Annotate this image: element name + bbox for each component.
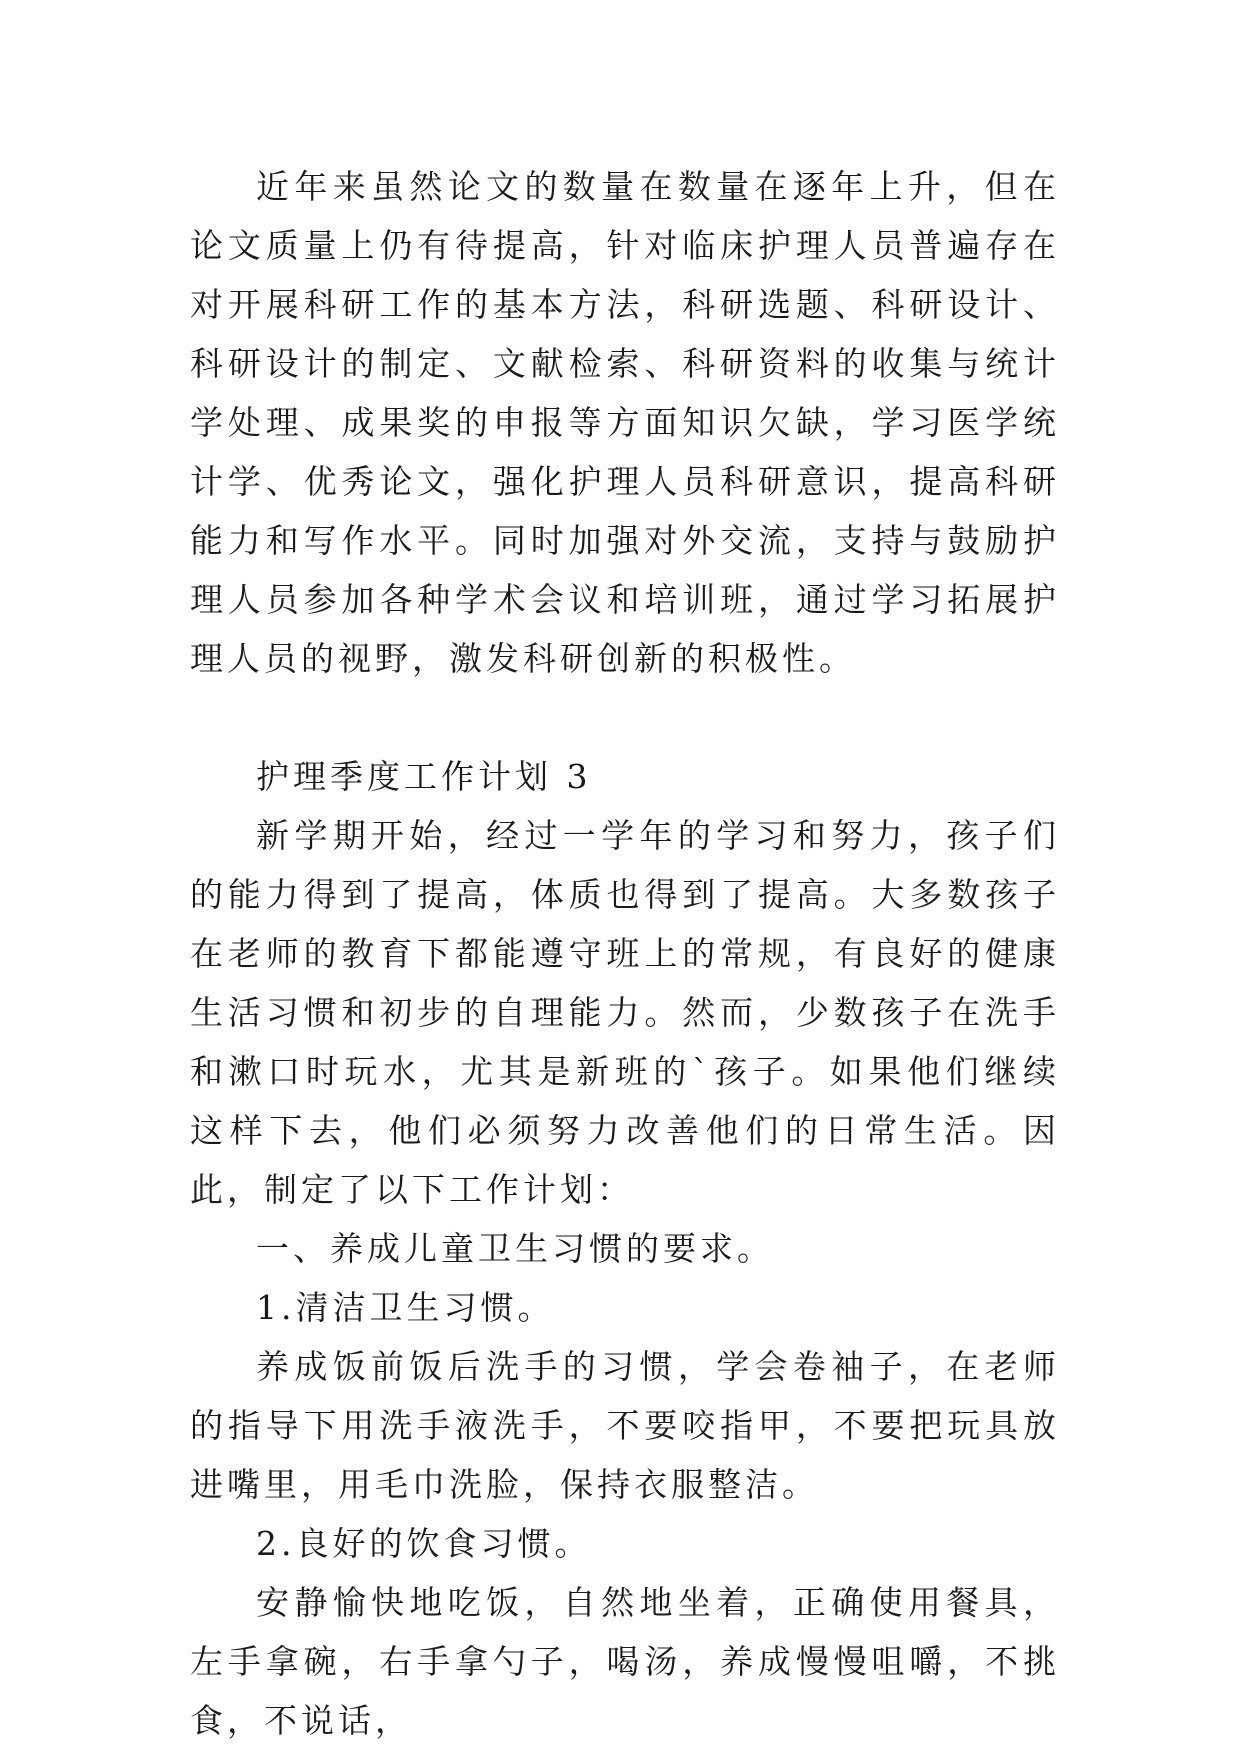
subheading-eating-habits: 2.良好的饮食习惯。	[256, 1524, 592, 1563]
section-heading-plan-3: 护理季度工作计划 3	[256, 757, 592, 796]
heading-hygiene-habits: 一、养成儿童卫生习惯的要求。	[256, 1229, 774, 1268]
paragraph-research-improvement: 近年来虽然论文的数量在数量在逐年上升，但在论文质量上仍有待提高，针对临床护理人员普遍存在对开展科研工作的基本方法，科研选题、科研设计、科研设计的制定、文献检索、科研资料的收集与统计学处理、成果奖的申报等方面知识欠缺，学习医学统计学、优秀论文，强化护理人员科研意识，提高科研能力和写作水平。同时加强对外交流，支持与鼓励护理人员参加各种学术会议和培训班，通过学习拓展护理人员的视野，激发科研创新的积极性。	[190, 167, 1060, 678]
paragraph-eating: 安静愉快地吃饭，自然地坐着，正确使用餐具，左手拿碗，右手拿勺子，喝汤，养成慢慢咀嚼，不挑食，不说话，	[190, 1583, 1060, 1740]
paragraph-handwashing: 养成饭前饭后洗手的习惯，学会卷袖子，在老师的指导下用洗手液洗手，不要咬指甲，不要把玩具放进嘴里，用毛巾洗脸，保持衣服整洁。	[190, 1347, 1060, 1504]
document-body	[190, 157, 1060, 1750]
subheading-cleanliness: 1.清洁卫生习惯。	[256, 1288, 555, 1327]
paragraph-new-semester: 新学期开始，经过一学年的学习和努力，孩子们的能力得到了提高，体质也得到了提高。大多数孩子在老师的教育下都能遵守班上的常规，有良好的健康生活习惯和初步的自理能力。然而，少数孩子在洗手和漱口时玩水，尤其是新班的`孩子。如果他们继续这样下去，他们必须努力改善他们的日常生活。因此，制定了以下工作计划：	[190, 816, 1060, 1209]
